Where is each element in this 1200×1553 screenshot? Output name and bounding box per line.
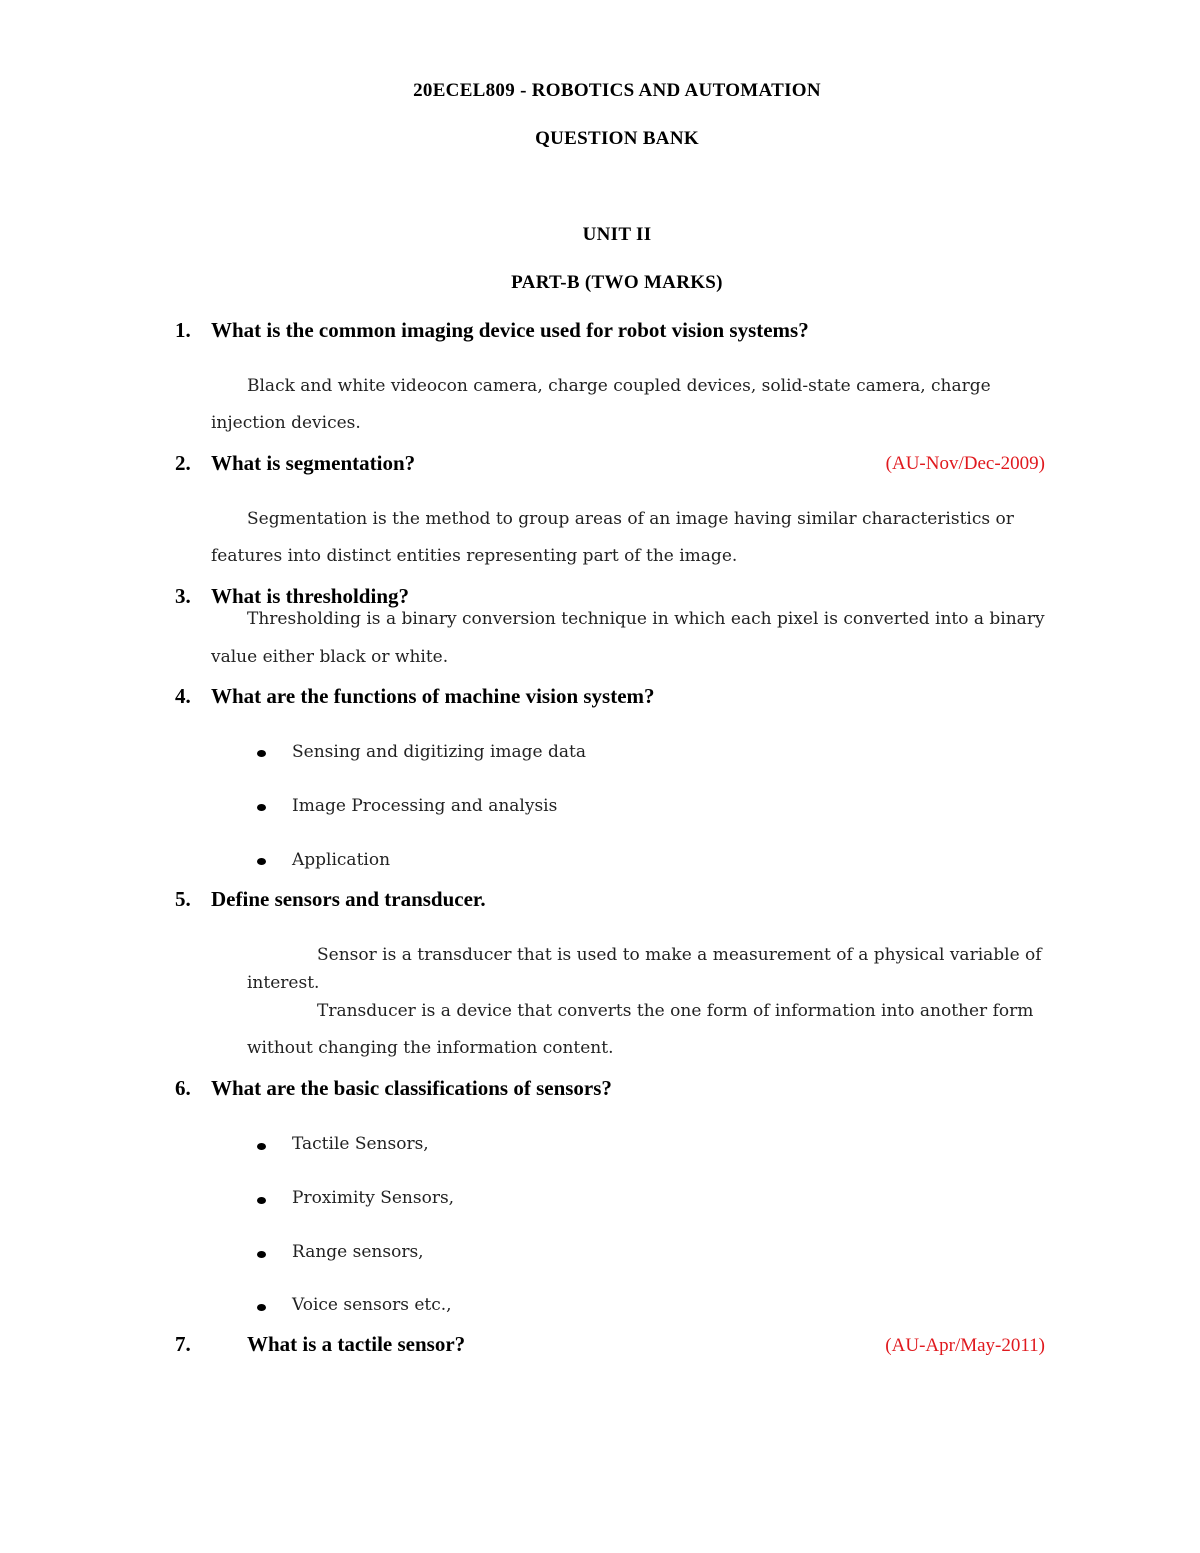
question-3-number: 3. bbox=[175, 584, 191, 608]
answer-4-bullet-3: Application bbox=[292, 850, 391, 870]
course-title: 20ECEL809 - ROBOTICS AND AUTOMATION bbox=[413, 80, 821, 101]
question-7-number: 7. bbox=[175, 1332, 191, 1356]
answer-6-bullet-3: Range sensors, bbox=[292, 1242, 424, 1262]
answer-1-line-2: injection devices. bbox=[211, 413, 361, 433]
question-7-exam-reference: (AU-Apr/May-2011) bbox=[885, 1335, 1045, 1356]
question-1-text: What is the common imaging device used for robot vision systems? bbox=[211, 318, 809, 342]
bullet-icon bbox=[257, 858, 266, 865]
answer-5-line-3: Transducer is a device that converts the one form of information into another form bbox=[317, 1001, 1034, 1021]
question-6-text: What are the basic classifications of sensors? bbox=[211, 1076, 612, 1100]
question-6-number: 6. bbox=[175, 1076, 191, 1100]
answer-2-line-2: features into distinct entities representing part of the image. bbox=[211, 546, 738, 566]
answer-5-line-2: interest. bbox=[247, 973, 320, 993]
question-5-text: Define sensors and transducer. bbox=[211, 887, 486, 911]
question-7-text: What is a tactile sensor? bbox=[247, 1332, 466, 1356]
answer-1-line-1: Black and white videocon camera, charge coupled devices, solid-state camera, charge bbox=[247, 376, 991, 396]
unit-heading: UNIT II bbox=[582, 224, 652, 245]
answer-6-bullet-2: Proximity Sensors, bbox=[292, 1188, 455, 1208]
answer-6-bullet-4: Voice sensors etc., bbox=[292, 1295, 452, 1315]
question-3-text: What is thresholding? bbox=[211, 584, 409, 608]
question-4-number: 4. bbox=[175, 684, 191, 708]
answer-4-bullet-2: Image Processing and analysis bbox=[292, 796, 558, 816]
question-5-number: 5. bbox=[175, 887, 191, 911]
bullet-icon bbox=[257, 750, 266, 757]
question-4-text: What are the functions of machine vision system? bbox=[211, 684, 655, 708]
answer-2-line-1: Segmentation is the method to group areas of an image having similar characteristics or bbox=[247, 509, 1014, 529]
answer-5-line-4: without changing the information content. bbox=[247, 1038, 614, 1058]
answer-3-line-2: value either black or white. bbox=[211, 647, 449, 667]
question-2-exam-reference: (AU-Nov/Dec-2009) bbox=[885, 453, 1045, 474]
question-1-number: 1. bbox=[175, 318, 191, 342]
answer-4-bullet-1: Sensing and digitizing image data bbox=[292, 742, 586, 762]
bullet-icon bbox=[257, 804, 266, 811]
question-2-number: 2. bbox=[175, 451, 191, 475]
answer-3-line-1: Thresholding is a binary conversion technique in which each pixel is converted into a binary bbox=[247, 609, 1045, 629]
answer-5-line-1: Sensor is a transducer that is used to make a measurement of a physical variable of bbox=[317, 945, 1042, 965]
bullet-icon bbox=[257, 1304, 266, 1311]
bullet-icon bbox=[257, 1143, 266, 1150]
document-type: QUESTION BANK bbox=[535, 128, 699, 149]
bullet-icon bbox=[257, 1197, 266, 1204]
part-heading: PART-B (TWO MARKS) bbox=[511, 272, 723, 293]
bullet-icon bbox=[257, 1251, 266, 1258]
question-2-text: What is segmentation? bbox=[211, 451, 416, 475]
answer-6-bullet-1: Tactile Sensors, bbox=[292, 1134, 429, 1154]
